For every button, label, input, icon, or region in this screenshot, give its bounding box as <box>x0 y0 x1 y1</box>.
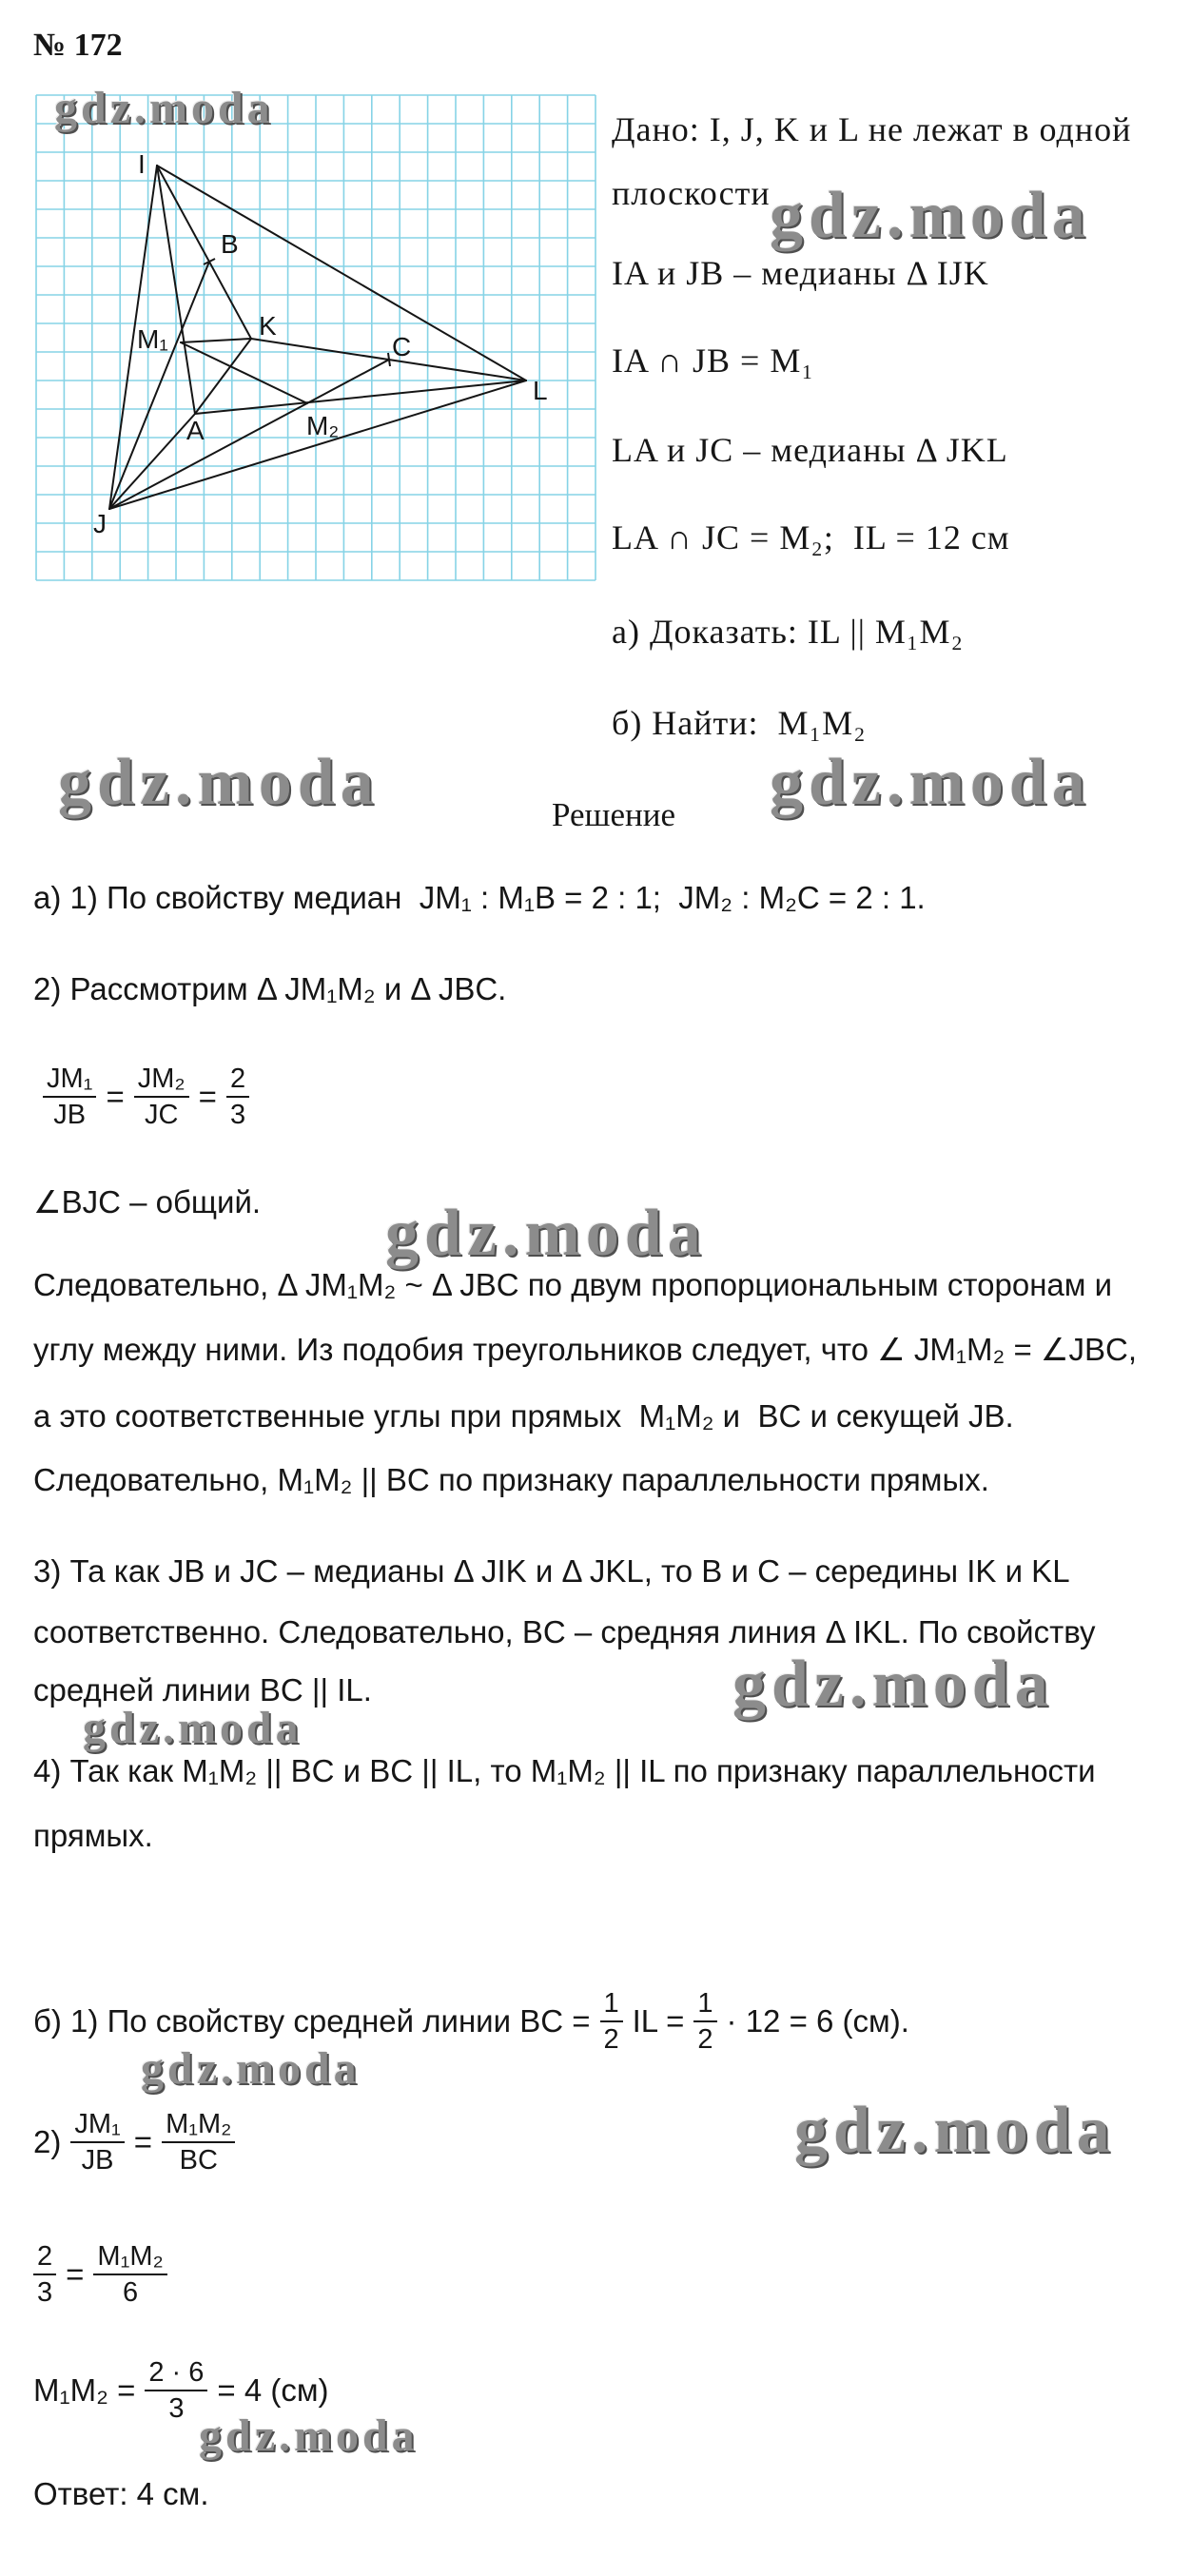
label-B: B <box>221 229 239 259</box>
given-line-3: IA и JB – медианы Δ IJK <box>612 254 989 292</box>
label-A: A <box>186 416 205 445</box>
part-a-text-line: соответственно. Следовательно, BC – средняя линия Δ IKL. По свойству <box>33 1614 1096 1649</box>
figure-segments <box>109 166 526 509</box>
part-a-text-line: углу между ними. Из подобия треугольников следует, что ∠ JM₁M₂ = ∠JBC, <box>33 1332 1138 1367</box>
figure-labels <box>93 149 548 538</box>
denominator: JC <box>144 1100 179 1130</box>
label-C: C <box>392 332 412 361</box>
part-a-angle: ∠BJC – общий. <box>33 1184 262 1220</box>
denominator: 3 <box>229 1100 246 1130</box>
denominator: 3 <box>37 2277 53 2308</box>
numerator: JM₂ <box>134 1062 189 1098</box>
part-a-step-1: а) 1) По свойству медиан JM₁ : M₁B = 2 : 1; JM₂ : M₂C = 2 : 1. <box>33 880 926 915</box>
given-line-7: а) Доказать: IL || M₁M₂ <box>612 613 965 651</box>
step-number: 2) <box>33 2124 62 2159</box>
part-b-step-3 <box>33 2232 177 2317</box>
watermark: gdz.moda <box>794 2094 1116 2167</box>
step-text: · 12 = 6 (см). <box>726 2003 909 2039</box>
watermark: gdz.moda <box>58 746 380 819</box>
answer: Ответ: 4 см. <box>33 2476 209 2511</box>
part-a-text-line: а это соответственные углы при прямых M₁M₂ и BC и секущей JB. <box>33 1398 1014 1434</box>
fraction-m1m2-bc <box>162 2107 235 2177</box>
denominator: 3 <box>168 2393 185 2424</box>
watermark: gdz.moda <box>199 2410 419 2461</box>
numerator: 1 <box>693 1986 716 2022</box>
numerator: M₁M₂ <box>162 2107 235 2143</box>
watermark: gdz.moda <box>54 83 274 133</box>
segment-M1K <box>181 339 251 342</box>
segment-IL <box>157 166 526 381</box>
fraction-1-2 <box>693 1986 716 2057</box>
step-text: M₁M₂ = <box>33 2372 136 2408</box>
denominator: JB <box>81 2145 114 2176</box>
watermark: gdz.moda <box>770 179 1091 252</box>
fraction-jm2-jc <box>134 1062 189 1132</box>
numerator: M₁M₂ <box>93 2239 166 2275</box>
part-a-text-line: Следовательно, M₁M₂ || BC по признаку параллельности прямых. <box>33 1462 989 1497</box>
segment-JB <box>109 262 209 509</box>
denominator: 6 <box>123 2277 139 2308</box>
segment-JC <box>109 360 389 509</box>
label-M2: M₂ <box>306 411 340 440</box>
numerator: 2 <box>33 2239 56 2275</box>
equals-sign: = <box>66 2256 85 2292</box>
fraction-2-3 <box>33 2239 56 2310</box>
fraction-2-3 <box>226 1062 249 1132</box>
step-text: IL = <box>632 2003 685 2039</box>
given-line-1: Дано: I, J, K и L не лежат в одной <box>612 110 1132 148</box>
given-line-6: LA ∩ JC = M₂; IL = 12 см <box>612 518 1010 556</box>
label-M1: M₁ <box>137 324 168 354</box>
part-b-step-2 <box>33 2099 244 2185</box>
given-line-8: б) Найти: M₁M₂ <box>612 704 867 742</box>
given-line-5: LA и JC – медианы Δ JKL <box>612 431 1008 469</box>
problem-number: № 172 <box>33 28 123 63</box>
label-L: L <box>533 376 548 405</box>
equals-sign: = <box>133 2124 153 2159</box>
given-line-4: IA ∩ JB = M₁ <box>612 342 814 380</box>
step-text: = 4 (см) <box>217 2372 329 2408</box>
label-J: J <box>93 509 107 538</box>
label-I: I <box>138 149 146 179</box>
numerator: 2 · 6 <box>145 2355 207 2391</box>
numerator: 2 <box>226 1062 249 1098</box>
part-a-text-line: прямых. <box>33 1818 153 1853</box>
watermark: gdz.moda <box>732 1648 1054 1721</box>
fraction-jm1-jb <box>70 2107 124 2177</box>
denominator: JB <box>53 1100 87 1130</box>
step-text: б) 1) По свойству средней линии BC = <box>33 2003 591 2039</box>
watermark: gdz.moda <box>141 2043 361 2094</box>
numerator: 1 <box>600 1986 623 2022</box>
fraction-jm1-jb <box>43 1062 96 1132</box>
given-line-2: плоскости <box>612 174 771 212</box>
numerator: JM₁ <box>43 1062 96 1098</box>
equals-sign: = <box>198 1079 217 1114</box>
part-a-text-line: 4) Так как M₁M₂ || BC и BC || IL, то M₁M₂ || IL по признаку параллельности <box>33 1753 1096 1788</box>
part-a-ratio <box>33 1054 259 1140</box>
part-a-step-2: 2) Рассмотрим Δ JM₁M₂ и Δ JBC. <box>33 971 507 1006</box>
solution-heading: Решение <box>551 796 676 833</box>
denominator: 2 <box>603 2024 619 2055</box>
watermark: gdz.moda <box>83 1703 303 1753</box>
equals-sign: = <box>106 1079 125 1114</box>
part-a-text-line: 3) Та как JB и JC – медианы Δ JIK и Δ JKL, то B и C – середины IK и KL <box>33 1553 1070 1589</box>
watermark: gdz.moda <box>770 746 1091 819</box>
watermark: gdz.moda <box>385 1197 707 1270</box>
fraction-1-2 <box>600 1986 623 2057</box>
segment-JL <box>109 381 526 509</box>
tick-C <box>388 353 390 366</box>
denominator: BC <box>179 2145 218 2176</box>
grid <box>36 95 596 580</box>
part-a-text-line: средней линии BC || IL. <box>33 1672 372 1708</box>
denominator: 2 <box>697 2024 713 2055</box>
label-K: K <box>259 311 277 341</box>
fraction-m1m2-6 <box>93 2239 166 2310</box>
part-a-text-line: Следовательно, Δ JM₁M₂ ~ Δ JBC по двум пропорциональным сторонам и <box>33 1267 1113 1302</box>
numerator: JM₁ <box>70 2107 124 2143</box>
